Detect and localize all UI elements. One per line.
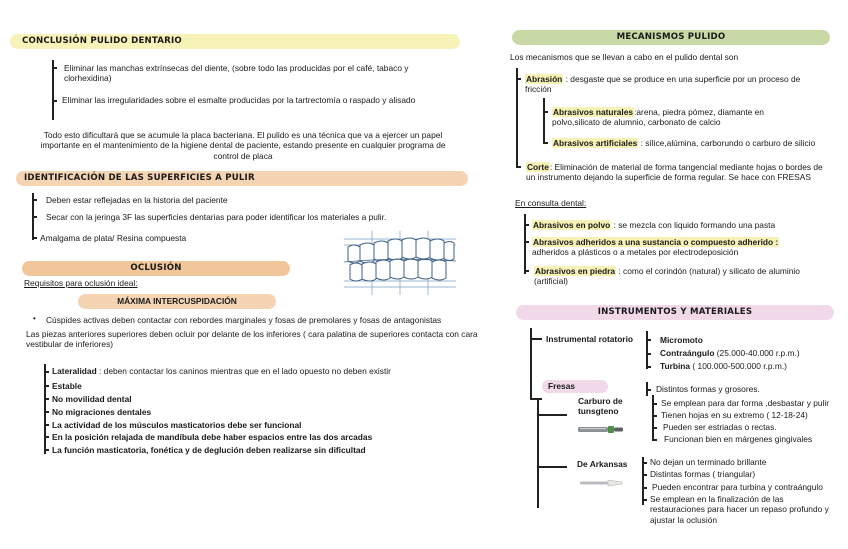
carburo-item: Funcionan bien en márgenes gingivales [664, 434, 813, 444]
tree-dash [530, 398, 542, 400]
identificacion-item: Amalgama de plata/ Resina compuesta [40, 233, 187, 243]
oclusion-list-item: La actividad de los músculos masticatorios debe ser funcional [52, 420, 302, 430]
conclusion-item: Eliminar las irregularidades sobre el esmalte producidas por la tartrectomía o raspado y alisado [62, 95, 416, 105]
contraangulo-label: Contraángulo [660, 348, 715, 358]
tree-line [52, 60, 54, 120]
maxima-intercuspidacion-badge [78, 294, 276, 309]
oclusion-list-item: Estable [52, 381, 82, 391]
oclusion-list-item: No movilidad dental [52, 394, 132, 404]
tree-dash [530, 338, 542, 340]
micromoto-label: Micromoto [660, 335, 703, 345]
section-title-conclusion: CONCLUSIÓN PULIDO DENTARIO [22, 36, 182, 47]
tree-dash [647, 353, 651, 355]
turbina-row [660, 361, 787, 371]
tree-dash [643, 474, 647, 476]
identificacion-item: Secar con la jeringa 3F las superficies dentarias para poder identificar los materiales a pulir. [46, 212, 387, 222]
oclusion-list-item: La función masticatoria, fonética y de deglución deben realizarse sin dificultad [52, 445, 366, 455]
abrasivos-polvo-label: Abrasivos en polvo [533, 220, 611, 230]
tree-dash [643, 487, 647, 489]
abrasivos-piedra-label: Abrasivos en piedra [535, 266, 616, 276]
tree-dash [45, 424, 49, 426]
conclusion-item: Eliminar las manchas extrínsecas del diente, (sobre todo las producidas por el café, tabaco y clorhexidina) [64, 63, 409, 84]
tree-dash [537, 466, 567, 468]
tree-dash [53, 100, 57, 102]
instrumental-rotatorio-label: Instrumental rotatorio [546, 334, 634, 344]
oclusion-list-item: No migraciones dentales [52, 407, 152, 417]
oclusion-requisitos: Requisitos para oclusión ideal: [24, 278, 138, 288]
tree-line [516, 68, 518, 168]
oclusion-paragraph: Las piezas anteriores superiores deben ocluir por delante de los inferiores ( cara palatina de superiores contacta con cara vestibular de inferiores) [26, 329, 478, 350]
tree-dash [653, 415, 657, 417]
lateralidad-row [52, 366, 472, 376]
tree-dash [45, 371, 49, 373]
abrasion-label: Abrasión [526, 74, 563, 84]
arkansas-item: Se emplean en la finalización de las restauraciones para hacer un repaso profundo y ajustar la oclusión [650, 494, 829, 525]
turbina-label: Turbina [660, 361, 691, 371]
abrasivos-naturales-text: :arena, piedra pómez, diamante en polvo,silicato de alumnio, carbonato de calcio [552, 107, 764, 128]
turbina-text: ( 100.000-500.000 r.p.m.) [692, 361, 787, 371]
tree-dash [544, 111, 548, 113]
tree-line [652, 395, 654, 441]
section-header-identificacion [16, 171, 468, 186]
abrasivos-adheridos-label: Abrasivos adheridos a una sustancia o compuesto adherido : [533, 237, 779, 247]
carbide-bur-icon [576, 421, 626, 439]
tree-dash [647, 339, 651, 341]
tree-dash [525, 241, 529, 243]
section-title-mecanismos: MECANISMOS PULIDO [616, 32, 726, 43]
abrasivos-piedra-row [534, 266, 824, 287]
identificacion-item: Deben estar reflejadas en la historia del paciente [46, 195, 228, 205]
abrasion-text: : desgaste que se produce en una superficie por un proceso de fricción [525, 74, 801, 95]
fresas-distintos: Distintos formas y grosores. [656, 384, 760, 394]
arkansas-item: No dejan un terminado brillante [650, 457, 767, 467]
teeth-occlusion-illustration [344, 231, 456, 295]
section-header-oclusion [22, 261, 290, 276]
conclusion-paragraph: Todo esto dificultará que se acumule la placa bacteriana. El pulido es una técnica que va a ejercer un papel importante en el mantenimiento de la higiene dental de paciente, estando presente en cualquier programa de control de placa [40, 130, 446, 161]
lateralidad-label: Lateralidad [52, 366, 97, 376]
tree-dash [53, 67, 57, 69]
contraangulo-text: (25.000-40.000 r.p.m.) [716, 348, 800, 358]
contraangulo-row [660, 348, 800, 358]
section-title-oclusion: OCLUSIÓN [130, 263, 182, 274]
corte-label: Corte [527, 162, 549, 172]
tree-dash [653, 403, 657, 405]
tree-dash [525, 270, 529, 272]
bullet-dot: • [33, 314, 36, 323]
tree-dash [653, 439, 657, 441]
abrasivos-polvo-text: : se mezcla con liquido formando una pasta [613, 220, 776, 230]
abrasivos-polvo-row [532, 220, 832, 230]
fresas-badge [542, 380, 608, 393]
tree-dash [45, 449, 49, 451]
tree-dash [653, 427, 657, 429]
corte-row [526, 162, 826, 183]
tree-dash [647, 389, 651, 391]
tree-dash [517, 78, 521, 80]
abrasivos-adheridos-row [532, 237, 832, 258]
tree-dash [643, 499, 647, 501]
carburo-item: Tienen hojas en su extremo ( 12-18-24) [661, 410, 808, 420]
tree-dash [45, 385, 49, 387]
lateralidad-text: : deben contactar los caninos mientras que en el lado opuesto no deben existir [99, 366, 391, 376]
tree-dash [643, 462, 647, 464]
tree-dash [33, 199, 37, 201]
abrasivos-naturales-row [552, 107, 792, 128]
arkansas-label: De Arkansas [577, 459, 628, 469]
tree-line [524, 214, 526, 274]
tree-dash [537, 414, 567, 416]
maxima-intercuspidacion-label: MÁXIMA INTERCUSPIDACIÓN [117, 296, 237, 307]
tree-line [642, 457, 644, 505]
section-title-identificacion: IDENTIFICACIÓN DE LAS SUPERFICIES A PULIR [24, 173, 255, 184]
abrasion-row [525, 74, 825, 95]
tree-dash [33, 237, 37, 239]
oclusion-list-item: En la posición relajada de mandíbula debe haber espacios entre las dos arcadas [52, 432, 373, 442]
tree-line [646, 331, 648, 369]
tree-dash [544, 142, 548, 144]
fresas-label: Fresas [548, 381, 576, 392]
tree-dash [45, 436, 49, 438]
oclusion-bullet: Cúspides activas deben contactar con rebordes marginales y fosas de premolares y fosas de antagonistas [46, 315, 442, 325]
abrasivos-artificiales-label: Abrasivos artificiales [553, 138, 638, 148]
tree-line [44, 364, 46, 454]
section-header-mecanismos [512, 30, 830, 45]
section-header-conclusion [10, 34, 460, 49]
tree-dash [517, 166, 521, 168]
tree-dash [525, 224, 529, 226]
carburo-label: Carburo de tunsgteno [578, 396, 623, 417]
abrasivos-piedra-text: : como el corindón (natural) y silicato de aluminio (artificial) [534, 266, 800, 287]
section-header-instrumentos [516, 305, 834, 320]
abrasivos-artificiales-row [552, 138, 842, 148]
arkansas-item: Distintas formas ( triangular) [650, 469, 756, 479]
abrasivos-naturales-label: Abrasivos naturales [553, 107, 634, 117]
corte-text: : Eliminación de material de forma tangencial mediante hojas o bordes de un instrumento dejando la superficie de forma regular. Se hace con FRESAS [526, 162, 823, 183]
arkansas-stone-icon [578, 476, 628, 490]
tree-dash [45, 398, 49, 400]
tree-dash [33, 216, 37, 218]
tree-dash [647, 366, 651, 368]
abrasivos-artificiales-text: : sílice,alúmina, carborundo o carburo de silicio [640, 138, 816, 148]
abrasivos-adheridos-text: adheridos a plásticos o a metales por electrodeposición [532, 247, 739, 258]
carburo-item: Se emplean para dar forma ,desbastar y pulir [661, 398, 830, 408]
mecanismos-intro: Los mecanismos que se llevan a cabo en el pulido dental son [510, 52, 739, 62]
tree-line [543, 98, 545, 144]
arkansas-item: Pueden encontrar para turbina y contraángulo [652, 482, 823, 492]
consulta-dental-label: En consulta dental: [515, 198, 587, 208]
section-title-instrumentos: INSTRUMENTOS Y MATERIALES [597, 307, 753, 318]
carburo-item: Pueden ser estriadas o rectas. [663, 422, 777, 432]
tree-dash [45, 411, 49, 413]
